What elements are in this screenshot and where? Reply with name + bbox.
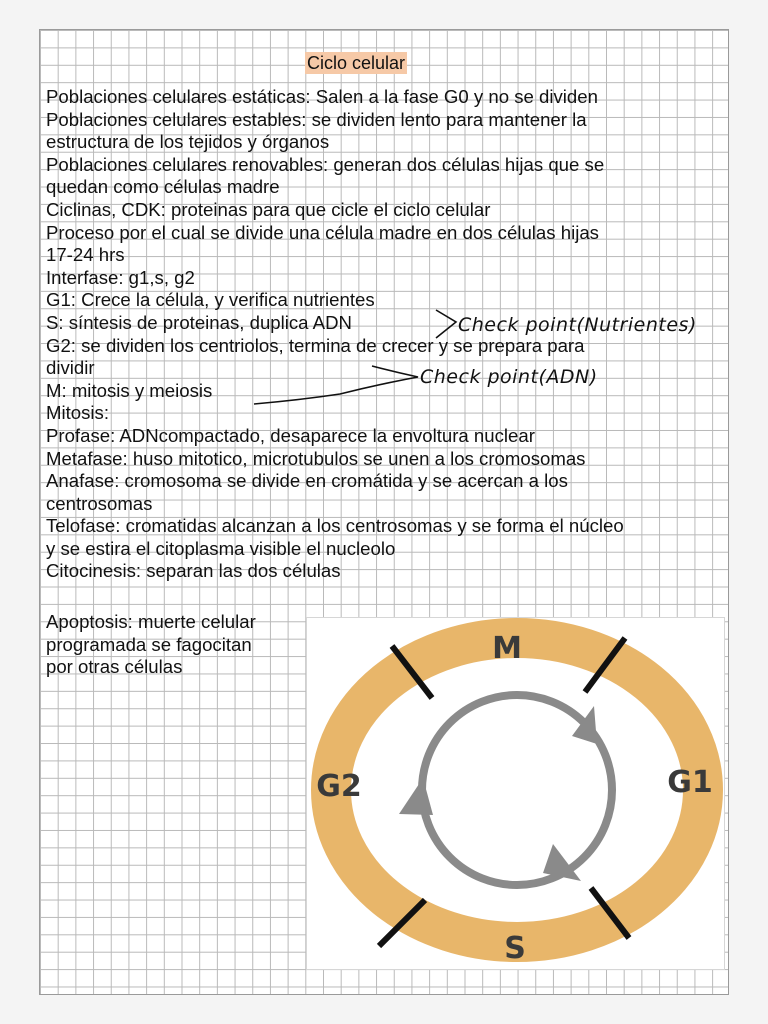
apoptosis-line: por otras células [46, 656, 183, 678]
note-line: Anafase: cromosoma se divide en cromátida y se acercan a los [46, 470, 568, 492]
phase-label-g2: G2 [316, 769, 362, 804]
note-line: Ciclinas, CDK: proteinas para que cicle el ciclo celular [46, 198, 491, 220]
cell-cycle-diagram [306, 617, 725, 970]
note-line: y se estira el citoplasma visible el nucleolo [46, 537, 396, 559]
note-line: G1: Crece la célula, y verifica nutrientes [46, 289, 375, 311]
handwritten-annotations [240, 300, 740, 420]
note-line: Telofase: cromatidas alcanzan a los centrosomas y se forma el núcleo [46, 515, 624, 537]
checkpoint-nutrients-label: Check point(Nutrientes) [458, 314, 697, 336]
note-line: M: mitosis y meiosis [46, 379, 213, 401]
note-line: centrosomas [46, 492, 153, 514]
phase-label-g1: G1 [667, 765, 713, 800]
note-line: 17-24 hrs [46, 244, 125, 266]
checkpoint-dna-label: Check point(ADN) [420, 366, 598, 388]
note-line: Proceso por el cual se divide una célula madre en dos células hijas [46, 221, 599, 243]
note-line: estructura de los tejidos y órganos [46, 131, 330, 153]
note-line: Poblaciones celulares renovables: generan dos células hijas que se [46, 153, 605, 175]
note-line: Poblaciones celulares estables: se dividen lento para mantener la [46, 108, 587, 130]
note-line: Interfase: g1,s, g2 [46, 266, 195, 288]
apoptosis-line: programada se fagocitan [46, 633, 252, 655]
note-line: G2: se dividen los centriolos, termina de crecer y se prepara para [46, 334, 585, 356]
checkpoint-stroke-2 [254, 366, 418, 404]
checkpoint-bracket-1 [436, 310, 456, 338]
cycle-arrow-icon [399, 778, 433, 815]
note-line: dividir [46, 357, 95, 379]
page-title: Ciclo celular [307, 53, 406, 73]
phase-label-m: M [492, 631, 522, 666]
apoptosis-note [46, 611, 296, 679]
cycle-ring [331, 638, 703, 942]
note-line: Mitosis: [46, 402, 110, 424]
note-line: Profase: ADNcompactado, desaparece la envoltura nuclear [46, 424, 535, 446]
note-line: S: síntesis de proteinas, duplica ADN [46, 311, 352, 333]
apoptosis-line: Apoptosis: muerte celular [46, 611, 256, 632]
note-line: Metafase: huso mitotico, microtubulos se unen a los cromosomas [46, 447, 586, 469]
phase-label-s: S [504, 931, 526, 966]
note-line: quedan como células madre [46, 176, 280, 198]
note-line: Poblaciones celulares estáticas: Salen a la fase G0 y no se dividen [46, 86, 598, 107]
note-line: Citocinesis: separan las dos células [46, 560, 341, 582]
